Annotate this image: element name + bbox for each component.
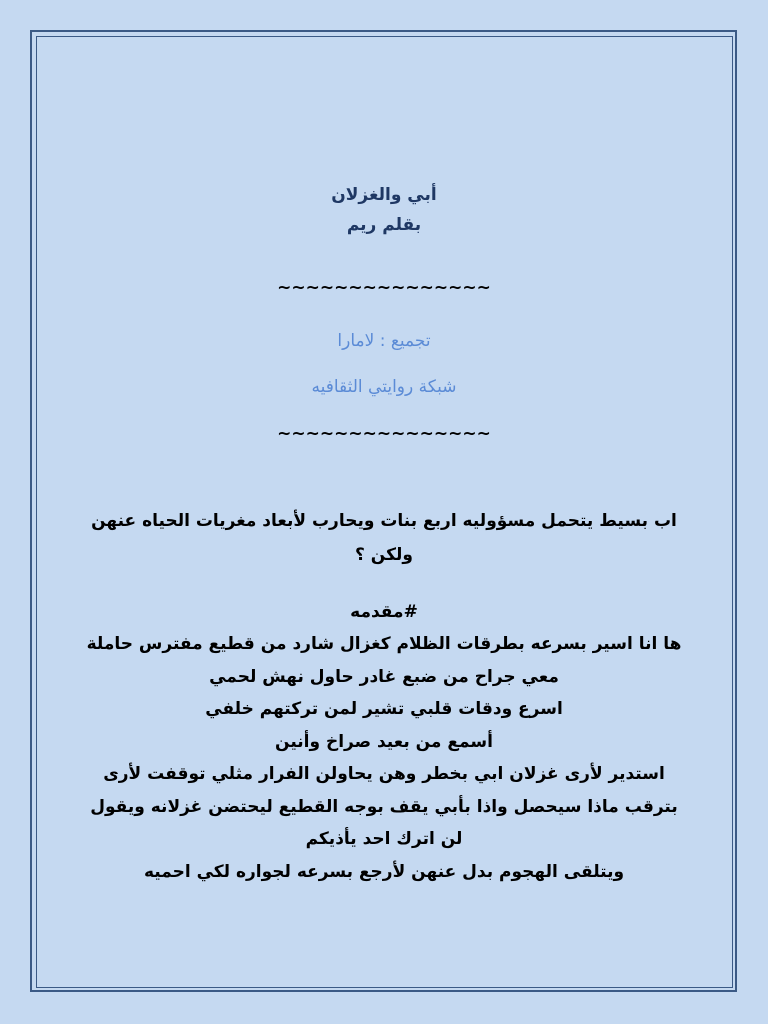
summary-line: اب بسيط يتحمل مسؤوليه اربع بنات ويحارب لأبعاد مغريات الحياه عنهن — [91, 511, 677, 531]
body-line: أسمع من بعيد صراخ وأنين — [275, 731, 493, 752]
separator-bottom: ~~~~~~~~~~~~~~~ — [277, 424, 491, 444]
network-credit: شبكة روايتي الثقافيه — [311, 377, 457, 397]
body-line: اسرع ودقات قلبي تشير لمن تركتهم خلفي — [205, 699, 563, 719]
compiler-credit: تجميع : لامارا — [337, 331, 431, 351]
body-line: بترقب ماذا سيحصل واذا بأبي يقف بوجه القطيع ليحتضن غزلانه ويقول — [90, 796, 678, 817]
book-title: أبي والغزلان — [331, 185, 437, 205]
body-line: ويتلقى الهجوم بدل عنهن لأرجع بسرعه لجواره لكي احميه — [143, 861, 625, 882]
intro-body — [60, 628, 708, 888]
body-line: لن اترك احد يأذيكم — [305, 829, 463, 849]
intro-heading: #مقدمه — [350, 602, 418, 622]
summary-block — [60, 504, 708, 572]
book-author: بقلم ريم — [346, 215, 422, 235]
body-line: ها انا اسير بسرعه بطرقات الظلام كغزال شارد من قطيع مفترس حاملة — [86, 634, 682, 654]
summary-line: ولكن ؟ — [355, 545, 413, 565]
document-content — [60, 180, 708, 888]
body-line: استدير لأرى غزلان ابي بخطر وهن يحاولن الفرار مثلي توقفت لأرى — [103, 764, 665, 784]
separator-top: ~~~~~~~~~~~~~~~ — [277, 278, 491, 298]
body-line: معي جراح من ضبع غادر حاول نهش لحمي — [209, 666, 559, 687]
